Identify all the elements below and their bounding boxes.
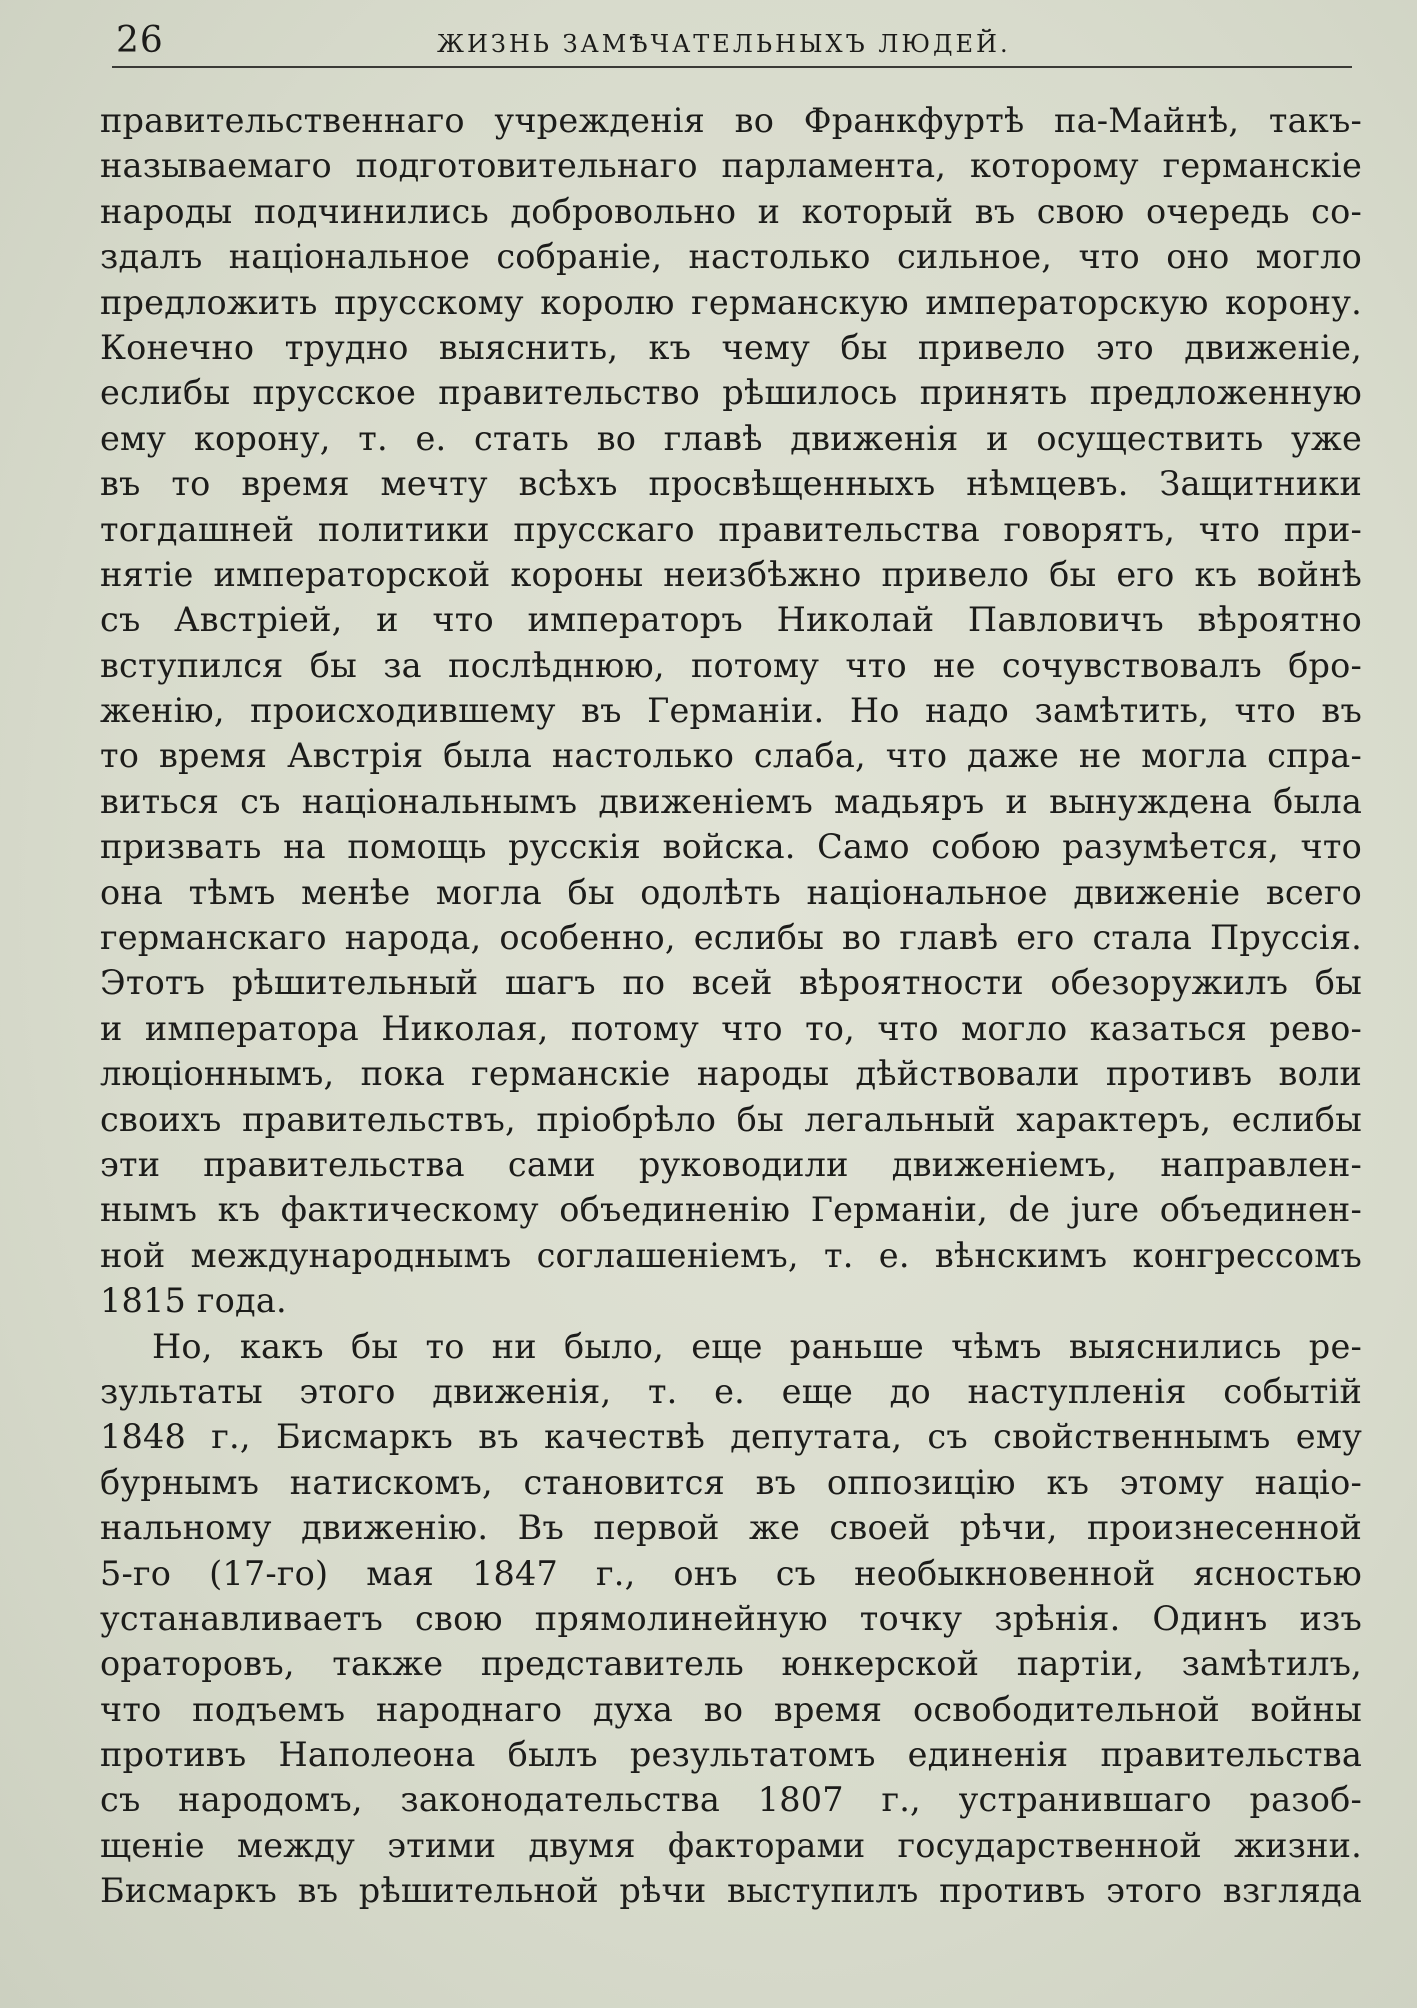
text-line: люціоннымъ, пока германскіе народы дѣйствовали противъ воли — [100, 1054, 1362, 1094]
text-line: нальному движенію. Въ первой же своей рѣчи, произнесенной — [100, 1508, 1362, 1548]
text-line: своихъ правительствъ, пріобрѣло бы легальный характеръ, еслибы — [100, 1099, 1362, 1139]
text-line: вступился бы за послѣднюю, потому что не сочувствовалъ бро- — [100, 645, 1362, 685]
text-line: Этотъ рѣшительный шагъ по всей вѣроятности обезоружилъ бы — [100, 963, 1362, 1003]
text-line: эти правительства сами руководили движеніемъ, направлен- — [100, 1144, 1362, 1184]
page-header — [112, 16, 1352, 66]
text-line: 5-го (17-го) мая 1847 г., онъ съ необыкновенной ясностью — [100, 1553, 1362, 1593]
text-line: еслибы прусское правительство рѣшилось принять предложенную — [100, 373, 1362, 413]
text-line: 1815 года. — [100, 1281, 287, 1321]
text-line: зультаты этого движенія, т. е. еще до наступленія событій — [100, 1371, 1362, 1411]
text-line: германскаго народа, особенно, еслибы во главѣ его стала Пруссія. — [100, 918, 1362, 958]
header-rule — [112, 66, 1352, 68]
text-line: нымъ къ фактическому объединенію Германіи, de jure объединен- — [100, 1190, 1362, 1230]
text-line: она тѣмъ менѣе могла бы одолѣть національное движеніе всего — [100, 872, 1362, 912]
text-line: тогдашней политики прусскаго правительства говорятъ, что при- — [100, 509, 1362, 549]
text-line: правительственнаго учрежденія во Франкфуртѣ па-Майнѣ, такъ- — [100, 101, 1362, 140]
text-line: устанавливаетъ свою прямолинейную точку зрѣнія. Одинъ изъ — [100, 1598, 1362, 1638]
text-line: то время Австрія была настолько слаба, что даже не могла спра- — [100, 736, 1362, 776]
page-number: 26 — [116, 20, 164, 61]
paragraph-1 — [100, 98, 1362, 1324]
text-line: ной международнымъ соглашеніемъ, т. е. вѣнскимъ конгрессомъ — [100, 1235, 1362, 1275]
text-line: ему корону, т. е. стать во главѣ движенія и осуществить уже — [100, 418, 1362, 458]
text-line: въ то время мечту всѣхъ просвѣщенныхъ нѣмцевъ. Защитники — [100, 464, 1362, 504]
text-line: 1848 г., Бисмаркъ въ качествѣ депутата, съ свойственнымъ ему — [100, 1417, 1362, 1457]
text-line: и императора Николая, потому что то, что могло казаться рево- — [100, 1008, 1362, 1048]
text-line: называемаго подготовительнаго парламента, которому германскіе — [100, 146, 1362, 186]
text-line: виться съ національнымъ движеніемъ мадьяръ и вынуждена была — [100, 781, 1362, 821]
text-line: Конечно трудно выяснить, къ чему бы привело это движеніе, — [100, 327, 1362, 367]
text-line: съ народомъ, законодательства 1807 г., устранившаго разоб- — [100, 1780, 1362, 1820]
text-line: женію, происходившему въ Германіи. Но надо замѣтить, что въ — [100, 691, 1362, 731]
text-line: щеніе между этими двумя факторами государственной жизни. — [100, 1825, 1362, 1865]
running-title: ЖИЗНЬ ЗАМѢЧАТЕЛЬНЫХЪ ЛЮДЕЙ. — [437, 30, 1011, 58]
text-line: призвать на помощь русскія войска. Само собою разумѣется, что — [100, 827, 1362, 867]
text-line: бурнымъ натискомъ, становится въ оппозицію къ этому націо- — [100, 1462, 1362, 1502]
text-line: ораторовъ, также представитель юнкерской партіи, замѣтилъ, — [100, 1644, 1362, 1684]
text-line: что подъемъ народнаго духа во время освободительной войны — [100, 1689, 1362, 1729]
text-line: Но, какъ бы то ни было, еще раньше чѣмъ выяснились ре- — [152, 1326, 1362, 1366]
text-line: здалъ національное собраніе, настолько сильное, что оно могло — [100, 237, 1362, 277]
paragraph-2 — [100, 1324, 1362, 1914]
text-line: народы подчинились добровольно и который въ свою очередь со- — [100, 191, 1362, 231]
text-line: противъ Наполеона былъ результатомъ единенія правительства — [100, 1735, 1362, 1775]
text-line: Бисмаркъ въ рѣшительной рѣчи выступилъ противъ этого взгляда — [100, 1871, 1362, 1911]
text-line: съ Австріей, и что императоръ Николай Павловичъ вѣроятно — [100, 600, 1362, 640]
text-line: предложить прусскому королю германскую императорскую корону. — [100, 282, 1362, 322]
text-line: нятіе императорской короны неизбѣжно привело бы его къ войнѣ — [100, 554, 1362, 594]
body-text — [100, 98, 1362, 1914]
